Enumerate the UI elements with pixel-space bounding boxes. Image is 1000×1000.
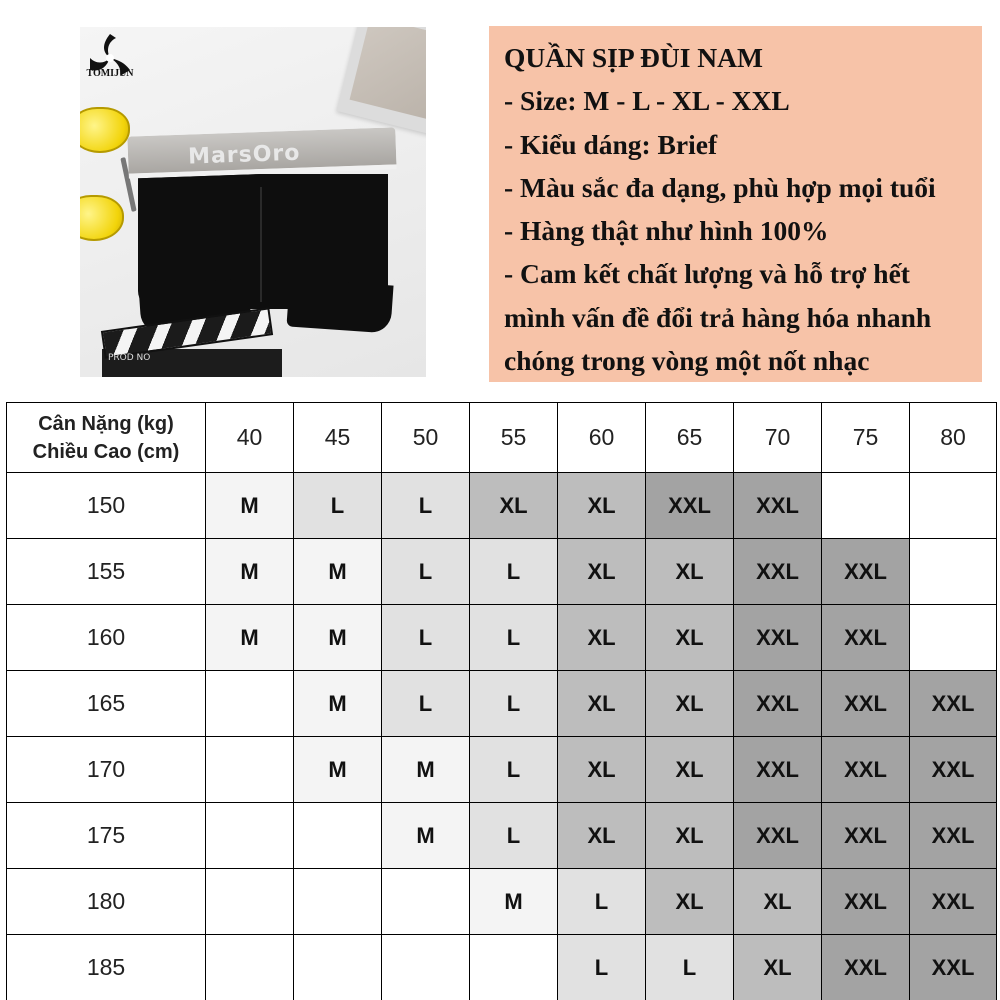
empty-size-cell [206, 803, 294, 869]
height-row-header: 160 [7, 605, 206, 671]
height-row-header: 185 [7, 935, 206, 1000]
weight-header: 65 [646, 403, 734, 473]
size-cell: XXL [822, 605, 910, 671]
size-cell: XXL [734, 605, 822, 671]
sunglasses-lens [80, 195, 124, 241]
size-cell: M [294, 737, 382, 803]
waistband-brand-text: MarsOro [187, 140, 301, 170]
height-row-header: 165 [7, 671, 206, 737]
size-cell: XXL [822, 671, 910, 737]
size-cell: XL [646, 539, 734, 605]
size-cell: XXL [822, 539, 910, 605]
height-row-header: 180 [7, 869, 206, 935]
size-cell: L [470, 737, 558, 803]
size-cell: XL [646, 671, 734, 737]
empty-size-cell [910, 539, 997, 605]
size-cell: XXL [822, 869, 910, 935]
size-cell: L [294, 473, 382, 539]
size-cell: XL [558, 539, 646, 605]
size-cell: L [382, 605, 470, 671]
size-cell: M [382, 737, 470, 803]
info-commitment-end: chóng trong vòng một nốt nhạc [504, 345, 870, 377]
size-cell: L [470, 803, 558, 869]
size-cell: XXL [910, 671, 997, 737]
product-title: QUẦN SỊP ĐÙI NAM [504, 42, 763, 73]
weight-header: 55 [470, 403, 558, 473]
height-row-header: 155 [7, 539, 206, 605]
info-commitment-cont: mình vấn đề đổi trả hàng hóa nhanh [504, 301, 932, 333]
size-cell: M [206, 539, 294, 605]
size-cell: XL [646, 869, 734, 935]
size-cell: XL [470, 473, 558, 539]
height-axis-label: Chiều Cao (cm) [32, 440, 180, 463]
table-corner-header [7, 403, 206, 473]
table-row [7, 539, 997, 605]
size-cell: XXL [734, 671, 822, 737]
weight-header: 50 [382, 403, 470, 473]
weight-header: 60 [558, 403, 646, 473]
size-cell: M [206, 605, 294, 671]
weight-header: 75 [822, 403, 910, 473]
size-cell: L [382, 539, 470, 605]
size-cell: L [382, 473, 470, 539]
size-cell: L [646, 935, 734, 1000]
size-cell: XXL [822, 803, 910, 869]
size-cell: XXL [910, 737, 997, 803]
size-cell: XXL [734, 737, 822, 803]
empty-size-cell [206, 935, 294, 1000]
table-row [7, 935, 997, 1000]
empty-size-cell [206, 671, 294, 737]
clapperboard-text: PROD NO [108, 353, 151, 363]
empty-size-cell [382, 935, 470, 1000]
size-cell: XXL [734, 539, 822, 605]
size-cell: XL [558, 737, 646, 803]
height-row-header: 170 [7, 737, 206, 803]
info-sizes: - Size: M - L - XL - XXL [504, 85, 790, 117]
size-cell: M [206, 473, 294, 539]
size-cell: XL [646, 803, 734, 869]
size-cell: M [294, 539, 382, 605]
size-cell: XXL [910, 935, 997, 1000]
size-cell: XXL [646, 473, 734, 539]
table-row [7, 803, 997, 869]
weight-axis-label: Cân Nặng (kg) [38, 412, 174, 435]
info-authentic: - Hàng thật như hình 100% [504, 215, 829, 247]
photo-card-image [350, 27, 426, 124]
size-cell: XL [558, 605, 646, 671]
empty-size-cell [294, 935, 382, 1000]
info-commitment: - Cam kết chất lượng và hỗ trợ hết [504, 258, 910, 290]
size-cell: XXL [910, 869, 997, 935]
size-cell: XL [734, 869, 822, 935]
boxer-waistband [127, 127, 396, 178]
product-info-box [489, 26, 982, 382]
info-style: - Kiểu dáng: Brief [504, 128, 718, 160]
table-header-row [7, 403, 997, 473]
boxer-seam [260, 187, 262, 302]
table-body [7, 473, 997, 1000]
empty-size-cell [910, 473, 997, 539]
sunglasses-lens [80, 107, 130, 153]
size-cell: XL [646, 737, 734, 803]
size-cell: L [470, 671, 558, 737]
size-chart-table [6, 402, 997, 1000]
empty-size-cell [910, 605, 997, 671]
height-row-header: 150 [7, 473, 206, 539]
weight-header: 70 [734, 403, 822, 473]
size-cell: XXL [822, 935, 910, 1000]
size-cell: M [382, 803, 470, 869]
weight-header: 40 [206, 403, 294, 473]
table-row [7, 671, 997, 737]
empty-size-cell [822, 473, 910, 539]
size-cell: L [382, 671, 470, 737]
weight-header: 80 [910, 403, 997, 473]
size-cell: L [558, 869, 646, 935]
weight-header: 45 [294, 403, 382, 473]
empty-size-cell [382, 869, 470, 935]
size-cell: XXL [734, 803, 822, 869]
size-cell: L [558, 935, 646, 1000]
empty-size-cell [206, 737, 294, 803]
size-cell: XXL [822, 737, 910, 803]
boxer-right-leg [286, 278, 393, 333]
size-cell: M [294, 605, 382, 671]
table-row [7, 869, 997, 935]
height-row-header: 175 [7, 803, 206, 869]
size-cell: XL [646, 605, 734, 671]
size-cell: L [470, 539, 558, 605]
table-row [7, 605, 997, 671]
empty-size-cell [294, 803, 382, 869]
size-cell: XXL [734, 473, 822, 539]
info-colors: - Màu sắc đa dạng, phù hợp mọi tuổi [504, 171, 936, 203]
background-photo-card [336, 27, 426, 140]
size-cell: XL [558, 803, 646, 869]
empty-size-cell [470, 935, 558, 1000]
empty-size-cell [206, 869, 294, 935]
empty-size-cell [294, 869, 382, 935]
boxer-brief-image [128, 132, 398, 337]
size-cell: XXL [910, 803, 997, 869]
size-cell: L [470, 605, 558, 671]
clapperboard-image [102, 319, 282, 377]
size-cell: XL [734, 935, 822, 1000]
size-cell: M [470, 869, 558, 935]
size-cell: M [294, 671, 382, 737]
table-row [7, 737, 997, 803]
brand-name: TOMIJUN [86, 68, 134, 79]
table-row [7, 473, 997, 539]
size-cell: XL [558, 671, 646, 737]
size-cell: XL [558, 473, 646, 539]
